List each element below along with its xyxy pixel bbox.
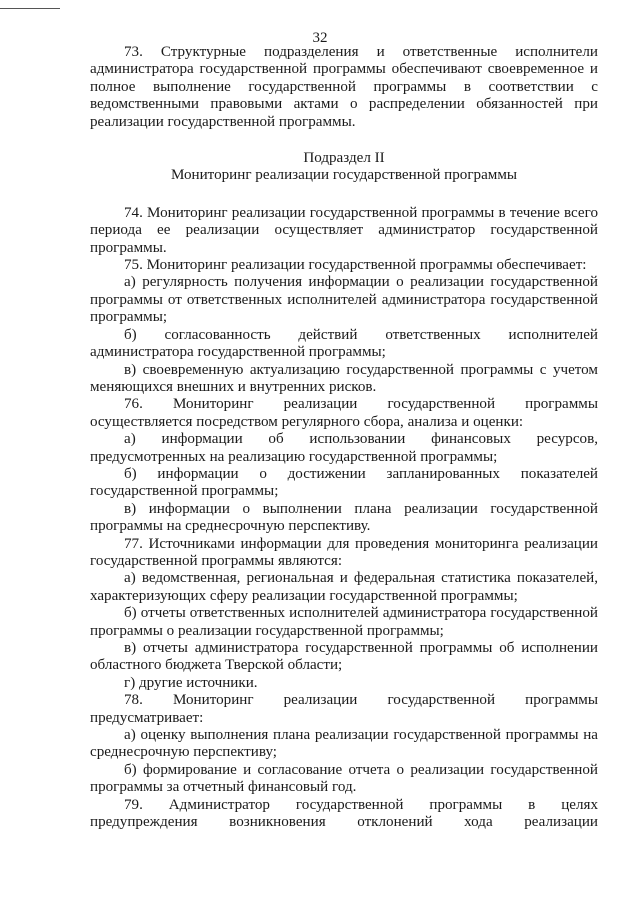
paragraph-75-b: б) согласованность действий ответственных исполнителей администратора государственной программы; [90,326,598,361]
paragraph-75-v: в) своевременную актуализацию государственной программы с учетом меняющихся внешних и внутренних рисков. [90,361,598,395]
paragraph-78-a: а) оценку выполнения плана реализации государственной программы на среднесрочную перспективу; [90,727,598,761]
scan-edge-line [0,8,60,9]
paragraph-77-v: в) отчеты администратора государственной программы об исполнении областного бюджета Тверской области; [90,640,598,674]
paragraph-78: 78. Мониторинг реализации государственной программы предусматривает: [90,692,598,726]
paragraph-77: 77. Источниками информации для проведения мониторинга реализации государственной программы являются: [90,535,598,569]
paragraph-73: 73. Структурные подразделения и ответственные исполнители администратора государственной программы обеспечивают своевременное и полное выполнение государственной программы в соответствии с ведомственными правовыми актами о распределении обязанностей при реализации государственной программы. [90,44,598,130]
paragraph-76: 76. Мониторинг реализации государственной программы осуществляется посредством регулярного сбора, анализа и оценки: [90,396,598,430]
paragraph-74: 74. Мониторинг реализации государственной программы в течение всего периода ее реализации осуществляет администратор государственной программы. [90,204,598,256]
paragraph-79: 79. Администратор государственной программы в целях предупреждения возникновения отклонений хода реализации [90,796,598,831]
paragraph-75: 75. Мониторинг реализации государственной программы обеспечивает: [124,257,587,274]
paragraph-77-g: г) другие источники. [124,674,258,691]
paragraph-76-v: в) информации о выполнении плана реализации государственной программы на среднесрочную перспективу. [90,500,598,535]
paragraph-77-a: а) ведомственная, региональная и федеральная статистика показателей, характеризующих сферу реализации государственной программы; [90,570,598,604]
paragraph-75-a: а) регулярность получения информации о реализации государственной программы от ответственных исполнителей администратора государственной программы; [90,274,598,326]
paragraph-78-b: б) формирование и согласование отчета о реализации государственной программы за отчетный финансовый год. [90,761,598,796]
paragraph-76-b: б) информации о достижении запланированных показателей государственной программы; [90,465,598,500]
paragraph-77-b: б) отчеты ответственных исполнителей администратора государственной программы о реализации государственной программы; [90,605,598,639]
subsection-label: Подраздел II [303,150,385,167]
document-body [90,44,598,831]
paragraph-76-a: а) информации об использовании финансовых ресурсов, предусмотренных на реализацию государственной программы; [90,431,598,465]
page-number: 32 [312,30,328,46]
subsection-title: Мониторинг реализации государственной программы [170,167,518,184]
